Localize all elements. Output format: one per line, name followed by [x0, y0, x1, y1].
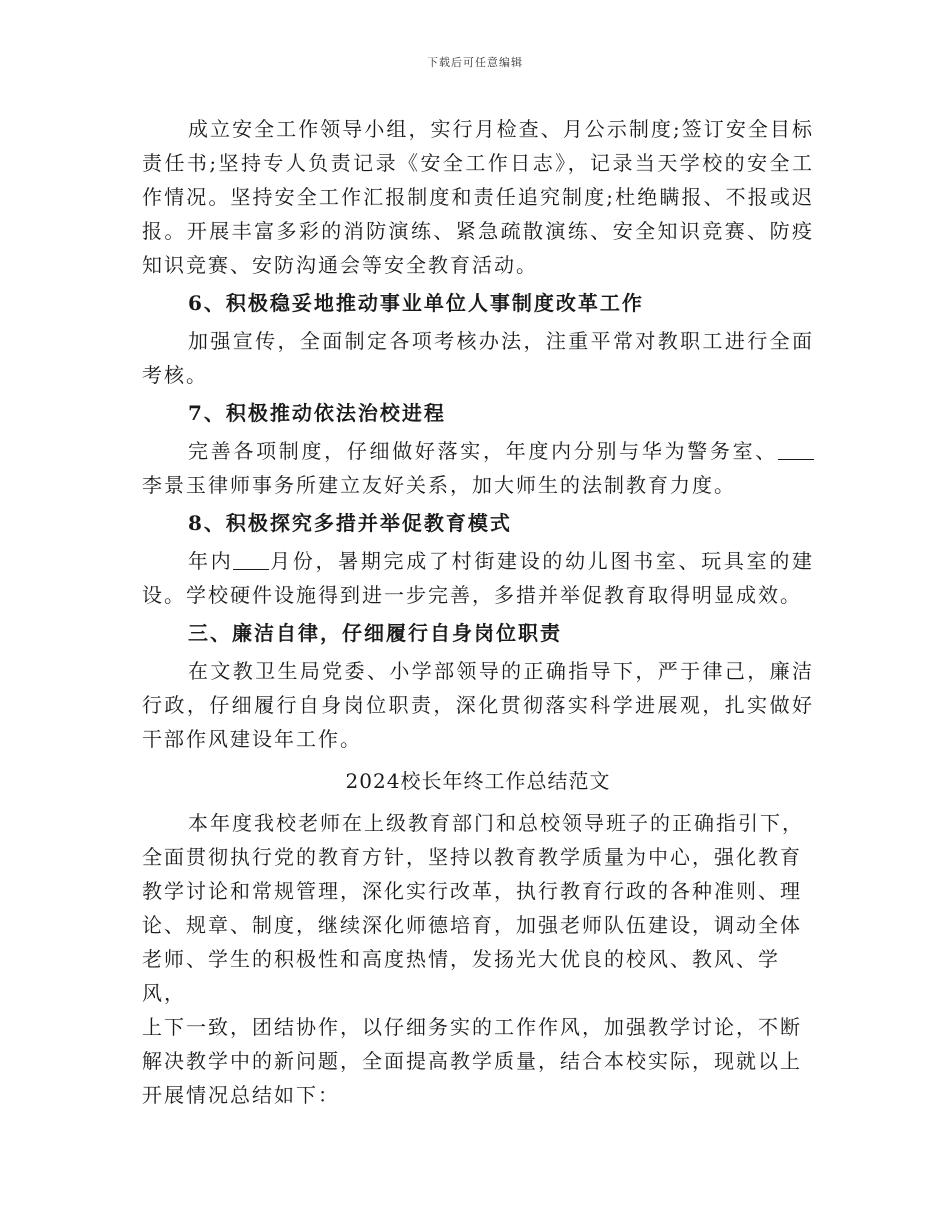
- summary-line: 解决教学中的新问题，全面提高教学质量，结合本校实际，现就以上: [142, 1049, 802, 1073]
- blank-underline: [233, 549, 269, 570]
- paragraph-law-part2: 李景玉律师事务所建立友好关系，加大师生的法制教育力度。: [142, 473, 736, 497]
- heading-section-3: 三、廉洁自律，仔细履行自身岗位职责: [188, 621, 562, 645]
- heading-7: 7、积极推动依法治校进程: [188, 401, 446, 425]
- heading-6: 6、积极稳妥地推动事业单位人事制度改革工作: [188, 291, 644, 315]
- summary-line: 上下一致，团结协作，以仔细务实的工作作风，加强教学讨论，不断: [142, 1015, 802, 1039]
- heading-8: 8、积极探究多措并举促教育模式: [188, 511, 512, 535]
- paragraph-law-part1: 完善各项制度，仔细做好落实，年度内分别与华为警务室、: [188, 439, 778, 463]
- document-title: 2024校长年终工作总结范文: [345, 769, 611, 793]
- summary-paragraph: [142, 806, 814, 1112]
- paragraph-personnel: 加强宣传，全面制定各项考核办法，注重平常对教职工进行全面考核。: [142, 329, 814, 387]
- summary-line: 老师、学生的积极性和高度热情，发扬光大优良的校风、教风、学风，: [142, 947, 780, 1005]
- paragraph-education-part2: 月份，暑期完成了村街建设的幼儿图书室、玩具室的建设。学校硬件设施得到进一步完善，多措并举促教育取得明显成效。: [142, 549, 815, 607]
- page-header-note: 下载后可任意编辑: [427, 56, 523, 69]
- summary-line: 开展情况总结如下：: [142, 1083, 340, 1107]
- blank-underline: [778, 439, 814, 460]
- paragraph-education-part1: 年内: [188, 549, 234, 573]
- summary-line: 论、规章、制度，继续深化师德培育，加强老师队伍建设，调动全体: [142, 913, 802, 937]
- paragraph-integrity: 在文教卫生局党委、小学部领导的正确指导下，严于律己，廉洁行政，仔细履行自身岗位职责，深化贯彻落实科学进展观，扎实做好干部作风建设年工作。: [142, 659, 814, 751]
- paragraph-safety: 成立安全工作领导小组，实行月检查、月公示制度;签订安全目标责任书;坚持专人负责记录《安全工作日志》，记录当天学校的安全工作情况。坚持安全工作汇报制度和责任追究制度;杜绝瞒报、不报或迟报。开展丰富多彩的消防演练、紧急疏散演练、安全知识竞赛、防疫知识竞赛、安防沟通会等安全教育活动。: [142, 117, 814, 277]
- paragraph-education-model: [142, 544, 814, 612]
- summary-line: 教学讨论和常规管理，深化实行改革，执行教育行政的各种准则、理: [142, 879, 802, 903]
- paragraph-law: [142, 434, 814, 502]
- summary-line: 本年度我校老师在上级教育部门和总校领导班子的正确指引下，: [188, 811, 804, 835]
- document-body: [142, 112, 814, 1112]
- summary-line: 全面贯彻执行党的教育方针，坚持以教育教学质量为中心，强化教育: [142, 845, 802, 869]
